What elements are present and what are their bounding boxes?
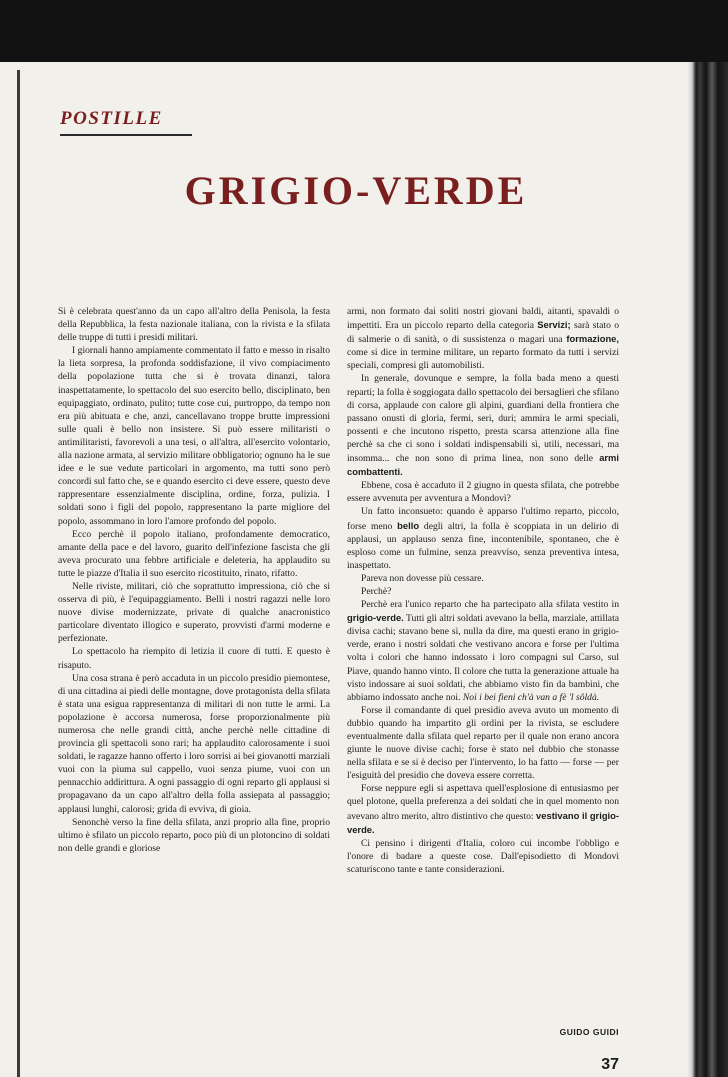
paragraph: Una cosa strana è però accaduta in un piccolo presidio piemontese, di una cittadina ai piedi delle montagne, dove protagonista della sfilata è stata una esigua rappresentanza di militari di non tutte le armi. La popolazione è accorsa numerosa, forse proporzionalmente più numerosa che nelle grandi città, anche perchè nelle cittadine di provincia gli spettacoli sono rari; ha applaudito calorosamente i suoi soldati, le ragazze hanno offerto i loro sorrisi ai bei giovanotti marziali vuoi con la piuma sul cappello, vuoi senza piume, vuoi con un pennacchio addirittura. A ogni passaggio di ogni reparto gli applausi si propagavano da un capo all'altro della folla assiepata al passaggio; applausi lunghi, calorosi; grida di evviva, di gioia. xyxy=(58,672,330,815)
paragraph: Senonchè verso la fine della sfilata, anzi proprio alla fine, proprio ultimo è sfilato un piccolo reparto, poco più di un plotoncino di soldati non delle grandi e gloriose xyxy=(58,816,330,854)
paragraph xyxy=(347,505,619,571)
bold-term: formazione, xyxy=(566,333,619,345)
paragraph: Pareva non dovesse più cessare. xyxy=(361,572,484,584)
scan-left-margin xyxy=(0,62,24,1077)
right-column xyxy=(347,305,619,876)
paragraph xyxy=(347,782,619,836)
paragraph: Forse il comandante di quel presidio aveva avuto un momento di dubbio quando ha impartito gli ordini per la rivista, se escludere eventualmente dalla sfilata quel reparto per il quale non erano ancora giunte le nuove divise cachi; forse è stato nel dubbio che stonasse nella sfilata e se si è deciso per l'intervento, lo ha fatto — forse — per l'esiguità del presidio che doveva essere corretta. xyxy=(347,704,619,782)
paragraph: Nelle riviste, militari, ciò che soprattutto impressiona, ciò che si osserva di più, è l'equipaggiamento. Belli i nostri ragazzi nelle loro nuove divise modernizzate, private di qualche anacronistico particolare diventato illogico e superato, provvisti d'armi moderne e perfezionate. xyxy=(58,580,330,645)
paragraph: Ecco perchè il popolo italiano, profondamente democratico, amante della pace e del lavoro, guarito dell'infezione fascista che gli aveva procurato una febbre artificiale e deleteria, ha applaudito su tutte le piazze d'Italia il suo esercito ricostituito, rinato, rifatto. xyxy=(58,528,330,579)
text-run: Tutti gli altri soldati avevano la bella, marziale, attillata divisa cachi; stavano bene sì, nulla da dire, ma questi erano in grigio-verde, erano i nostri soldati che vestivano ancora e forse per l'ultima volta i colori che hanno indossato i loro compagni sul Carso, sul Piave, quando hanno vinto. Il colore che tutta la generazione attuale ha visto indossare ai suoi soldati, che abbiamo visto fin da bambini, che abbiamo indossato anche noi. xyxy=(347,613,619,703)
bold-term: grigio-verde. xyxy=(347,612,404,624)
bold-term: Servizi; xyxy=(537,319,571,331)
author-signature: GUIDO GUIDI xyxy=(559,1027,619,1037)
text-run: come si dice in termine militare, un reparto formato da tutti i servizi speciali, compresi gli automobilisti. xyxy=(347,347,619,372)
paragraph xyxy=(347,598,619,704)
paragraph: Si è celebrata quest'anno da un capo all'altro della Penisola, la festa della Repubblica, la festa nazionale italiana, con la rivista e la sfilata delle truppe di tutti i presidi militari. xyxy=(58,306,330,344)
scan-left-binding-line xyxy=(17,70,20,1077)
article-title: GRIGIO-VERDE xyxy=(184,168,528,213)
text-run: sarà stato o di salmerie o di sanità, o di sussistenza o magari una xyxy=(347,320,619,346)
magazine-page xyxy=(24,62,688,1077)
paragraph: Lo spettacolo ha riempito di letizia il cuore di tutti. E questo è risaputo. xyxy=(58,646,330,671)
page-number: 37 xyxy=(601,1056,619,1073)
left-column xyxy=(58,305,330,855)
text-run: Perchè era l'unico reparto che ha partecipato alla sfilata vestito in xyxy=(361,599,619,611)
section-label: POSTILLE xyxy=(60,108,163,129)
text-run: armi, non formato dai soliti nostri giovani baldi, aitanti, spavaldi o impettiti. Era un piccolo reparto della categoria xyxy=(347,306,619,332)
paragraph: I giornali hanno ampiamente commentato il fatto e messo in risalto la lieta sorpresa, la profonda soddisfazione, il vivo compiacimento della popolazione tutta che si è trovata dinanzi, talora inaspettatamente, lo spettacolo del suo esercito bello, disciplinato, ben equipaggiato, ordinato, pulito; tutte cose cui, purtroppo, da tempo non era più abituata e che, anzi, cancellavano troppe brutte impressioni sulle quali è bello non insistere. Si può essere militaristi o antimilitaristi, favorevoli a una tesi, o all'altra, all'esercito volontario, alla nazione armata, al servizio militare obbligatorio; ognuno ha le sue idee e le sue vedute particolari in argomento, ma tutti sono però concordi sul fatto che, se e quando esercito ci deve essere, questo deve rappresentare essenzialmente disciplina, ordine, forza, pulizia. I soldati sono i figli del popolo, rappresentano la parte migliore del popolo, assommano in loro l'amore profondo del popolo. xyxy=(58,345,330,527)
scan-right-binding xyxy=(688,62,728,1077)
bold-term: bello xyxy=(397,519,420,531)
text-run: In generale, dovunque e sempre, la folla bada meno a questi reparti; la folla è soggiogata dallo spettacolo dei bersaglieri che sfilano di corsa, applaude con calore gli alpini, guardiani della frontiera che passano onusti di gloria, fermi, seri, duri; ammira le armi speciali, possenti e che incutono rispetto, presta scarsa attenzione alla fine perchè sa che ci sono i soldati indispensabili sì, utili, necessari, ma insomma... che non sono di prima linea, non sono delle xyxy=(347,373,619,465)
paragraph xyxy=(347,305,619,372)
section-rule xyxy=(60,134,192,136)
paragraph: Perchè? xyxy=(361,585,392,597)
scan-top-border xyxy=(0,0,728,62)
bold-term: armi combattenti. xyxy=(347,452,619,478)
text-run: degli altri, la folla è scoppiata in un delirio di applausi, un applauso senza fine, incontenibile, spontaneo, che è esploso come un fulmine, senza preavviso, senza preventiva intesa, inaspettato. xyxy=(347,520,619,571)
dialect-quote: Noi i bei fieni ch'à van a fè 'l sôldà. xyxy=(462,691,600,703)
bold-term: vestivano il grigio-verde. xyxy=(347,809,619,835)
paragraph xyxy=(347,372,619,479)
text-run: Forse neppure egli si aspettava quell'esplosione di entusiasmo per quel plotone, quella preferenza a dei soldati che in quel momento non avevano altro merito, altro distintivo che questo: xyxy=(347,783,619,822)
paragraph: Ebbene, cosa è accaduto il 2 giugno in questa sfilata, che potrebbe essere avvenuta per avventura a Mondovì? xyxy=(347,480,619,505)
text-run: Un fatto inconsueto: quando è apparso l'ultimo reparto, piccolo, forse meno xyxy=(347,506,619,532)
paragraph: Ci pensino i dirigenti d'Italia, coloro cui incombe l'obbligo e l'onore di badare a queste cose. Dall'episodietto di Mondovì scaturiscono tante e tante considerazioni. xyxy=(347,837,619,875)
